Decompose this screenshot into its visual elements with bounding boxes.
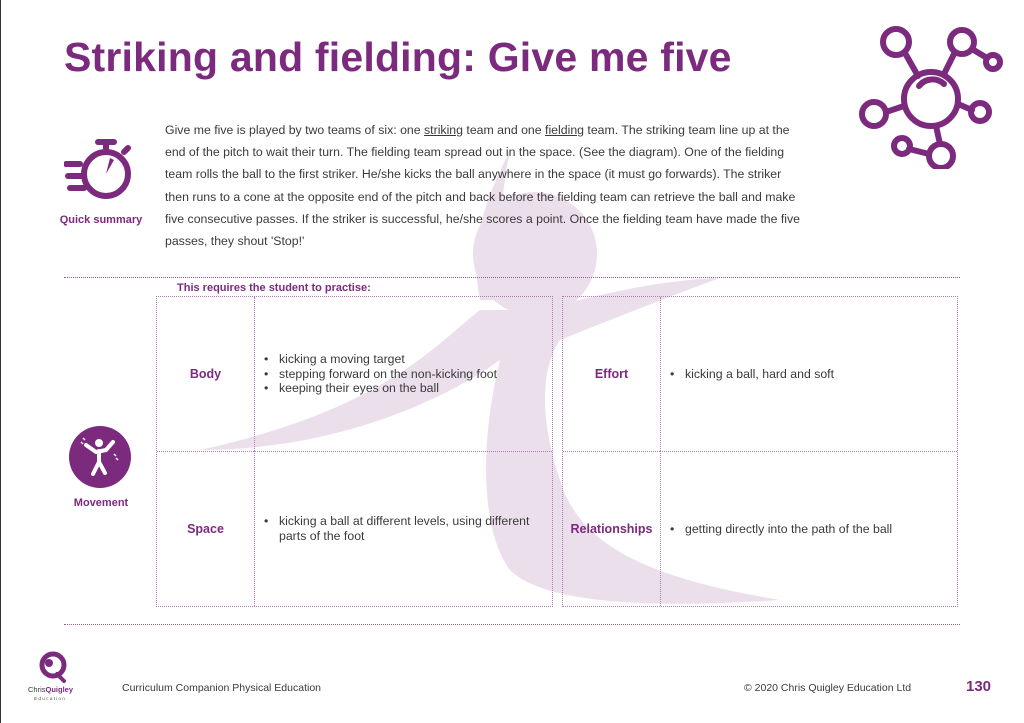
list-item: • kicking a ball, hard and soft: [667, 367, 834, 382]
body-list-cell: [254, 297, 552, 451]
footer-publication: Curriculum Companion Physical Education: [122, 682, 322, 694]
effort-heading: Effort: [594, 367, 629, 381]
svg-text:Education: Education: [34, 697, 67, 702]
divider-bottom: [64, 624, 960, 625]
movement-grid-left: [156, 296, 553, 607]
list-item: • stepping forward on the non-kicking foot: [261, 367, 497, 382]
practise-intro: This requires the student to practise:: [177, 282, 371, 294]
movement-label: Movement: [73, 497, 129, 509]
chris-quigley-logo: [26, 650, 78, 702]
effort-list-cell: [660, 297, 957, 451]
striking-link: striking: [424, 123, 463, 137]
fielding-link: fielding: [545, 123, 584, 137]
space-list-cell: [254, 451, 552, 606]
relationships-list: [667, 522, 892, 537]
movement-icon: [69, 426, 131, 488]
relationships-heading: Relationships: [563, 451, 660, 606]
page-edge: [0, 0, 1, 723]
body-list: [261, 352, 497, 396]
list-item: • kicking a ball at different levels, using different parts of the foot: [261, 514, 531, 544]
effort-list: [667, 367, 834, 382]
svg-text:ChrisQuigley: ChrisQuigley: [28, 685, 74, 694]
movement-grid-right: [562, 296, 958, 607]
quick-summary-label: Quick summary: [59, 214, 143, 226]
space-list: [261, 514, 531, 544]
stopwatch-icon: [64, 134, 136, 206]
relationships-list-cell: [660, 451, 957, 606]
page-title: Striking and fielding: Give me five: [64, 34, 732, 80]
space-heading: Space: [157, 451, 254, 606]
page-number: 130: [966, 678, 992, 695]
list-item: • kicking a moving target: [261, 352, 497, 367]
network-icon: [856, 24, 1006, 169]
body-heading: Body: [189, 367, 222, 381]
footer-copyright: © 2020 Chris Quigley Education Ltd: [744, 682, 912, 694]
summary-paragraph: Give me five is played by two teams of six: one striking team and one fielding team. The striking team line up at the end of the pitch to wait their turn. The fielding team spread out in the space. (See the diagram). One of the fielding team rolls the ball to the first striker. He/she kicks the ball anywhere in the space (it must go forwards). The striker then runs to a cone at the opposite end of the pitch and back before the fielding team can retrieve the ball and make five consecutive passes. If the striker is successful, he/she scores a point. Once the fielding team have made the five passes, they shout 'Stop!': [165, 123, 800, 249]
list-item: • keeping their eyes on the ball: [261, 381, 497, 396]
divider-top: [64, 277, 960, 278]
list-item: • getting directly into the path of the ball: [667, 522, 892, 537]
